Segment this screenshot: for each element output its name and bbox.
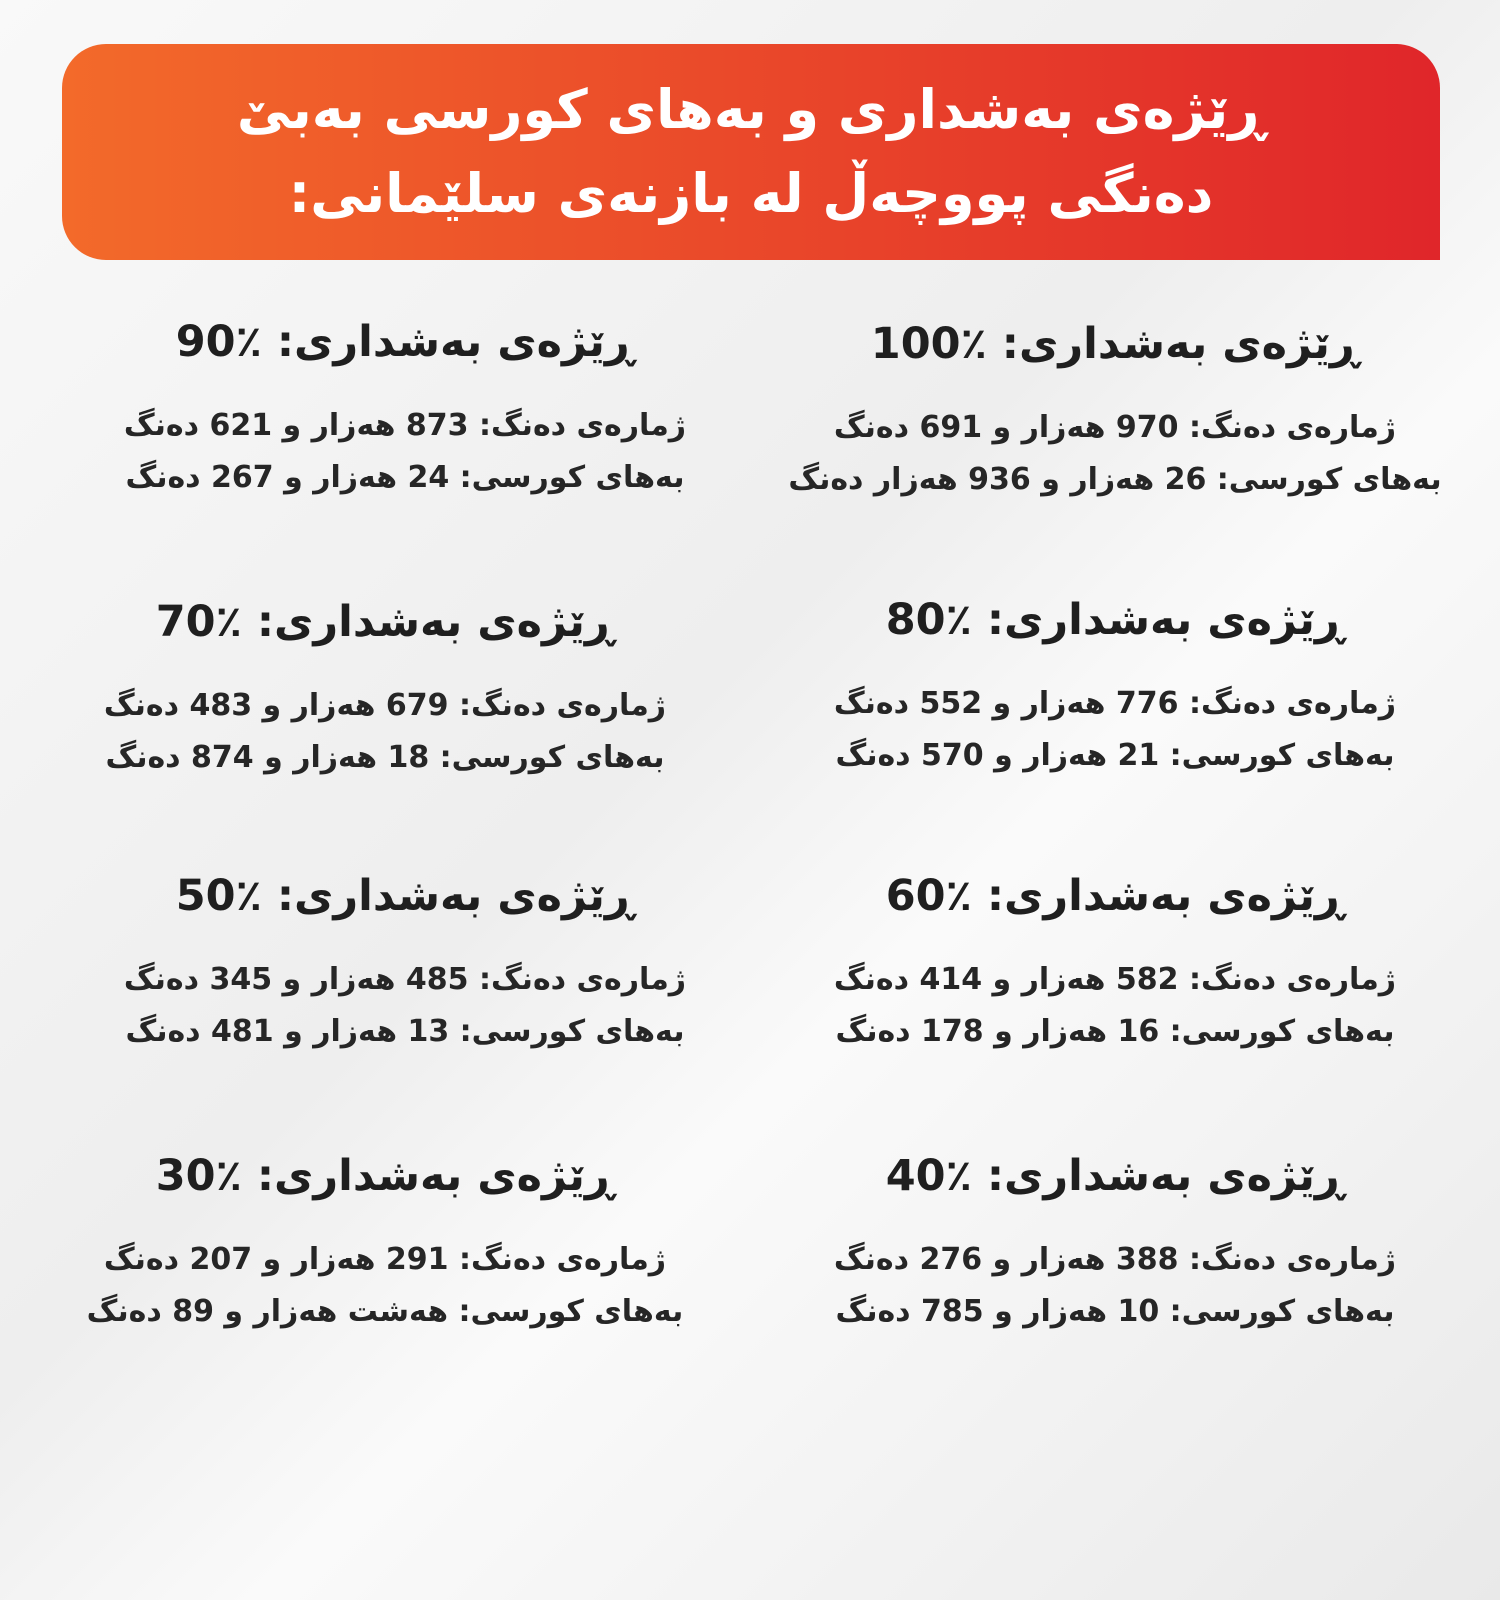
vote-count: ژمارەی دەنگ: 388 هەزار و 276 دەنگ <box>833 1242 1397 1277</box>
turnout-card-70 <box>40 592 730 784</box>
turnout-card-90 <box>60 312 750 504</box>
turnout-title: ڕێژەی بەشداری: ٪40 <box>885 1151 1345 1201</box>
turnout-title: ڕێژەی بەشداری: ٪80 <box>885 595 1345 645</box>
page-title-line-2: دەنگی پووچەڵ لە بازنەی سلێمانی: <box>288 162 1214 225</box>
turnout-title: ڕێژەی بەشداری: ٪70 <box>155 597 615 647</box>
turnout-card-50 <box>60 866 750 1058</box>
vote-count: ژمارەی دەنگ: 485 هەزار و 345 دەنگ <box>123 962 687 997</box>
vote-count: ژمارەی دەنگ: 679 هەزار و 483 دەنگ <box>103 688 667 723</box>
turnout-title: ڕێژەی بەشداری: ٪90 <box>175 317 635 367</box>
turnout-card-80 <box>770 590 1460 782</box>
turnout-title: ڕێژەی بەشداری: ٪100 <box>870 319 1360 369</box>
seat-value: بەهای کورسی: 16 هەزار و 178 دەنگ <box>835 1014 1395 1049</box>
seat-value: بەهای کورسی: 13 هەزار و 481 دەنگ <box>125 1014 685 1049</box>
turnout-card-40 <box>770 1146 1460 1338</box>
seat-value: بەهای کورسی: 21 هەزار و 570 دەنگ <box>835 738 1395 773</box>
turnout-title: ڕێژەی بەشداری: ٪60 <box>885 871 1345 921</box>
turnout-card-60 <box>770 866 1460 1058</box>
seat-value: بەهای کورسی: 18 هەزار و 874 دەنگ <box>105 740 665 775</box>
seat-value: بەهای کورسی: هەشت هەزار و 89 دەنگ <box>86 1294 684 1329</box>
vote-count: ژمارەی دەنگ: 291 هەزار و 207 دەنگ <box>103 1242 667 1277</box>
vote-count: ژمارەی دەنگ: 970 هەزار و 691 دەنگ <box>833 410 1397 445</box>
turnout-title: ڕێژەی بەشداری: ٪50 <box>175 871 635 921</box>
seat-value: بەهای کورسی: 24 هەزار و 267 دەنگ <box>125 460 685 495</box>
turnout-card-30 <box>40 1146 730 1338</box>
seat-value: بەهای کورسی: 10 هەزار و 785 دەنگ <box>835 1294 1395 1329</box>
vote-count: ژمارەی دەنگ: 776 هەزار و 552 دەنگ <box>833 686 1397 721</box>
seat-value: بەهای کورسی: 26 هەزار و 936 هەزار دەنگ <box>788 462 1442 497</box>
vote-count: ژمارەی دەنگ: 582 هەزار و 414 دەنگ <box>833 962 1397 997</box>
vote-count: ژمارەی دەنگ: 873 هەزار و 621 دەنگ <box>123 408 687 443</box>
turnout-title: ڕێژەی بەشداری: ٪30 <box>155 1151 615 1201</box>
turnout-card-100 <box>770 314 1460 506</box>
page-title-line-1: ڕێژەی بەشداری و بەهای کورسی بەبێ <box>236 78 1266 141</box>
